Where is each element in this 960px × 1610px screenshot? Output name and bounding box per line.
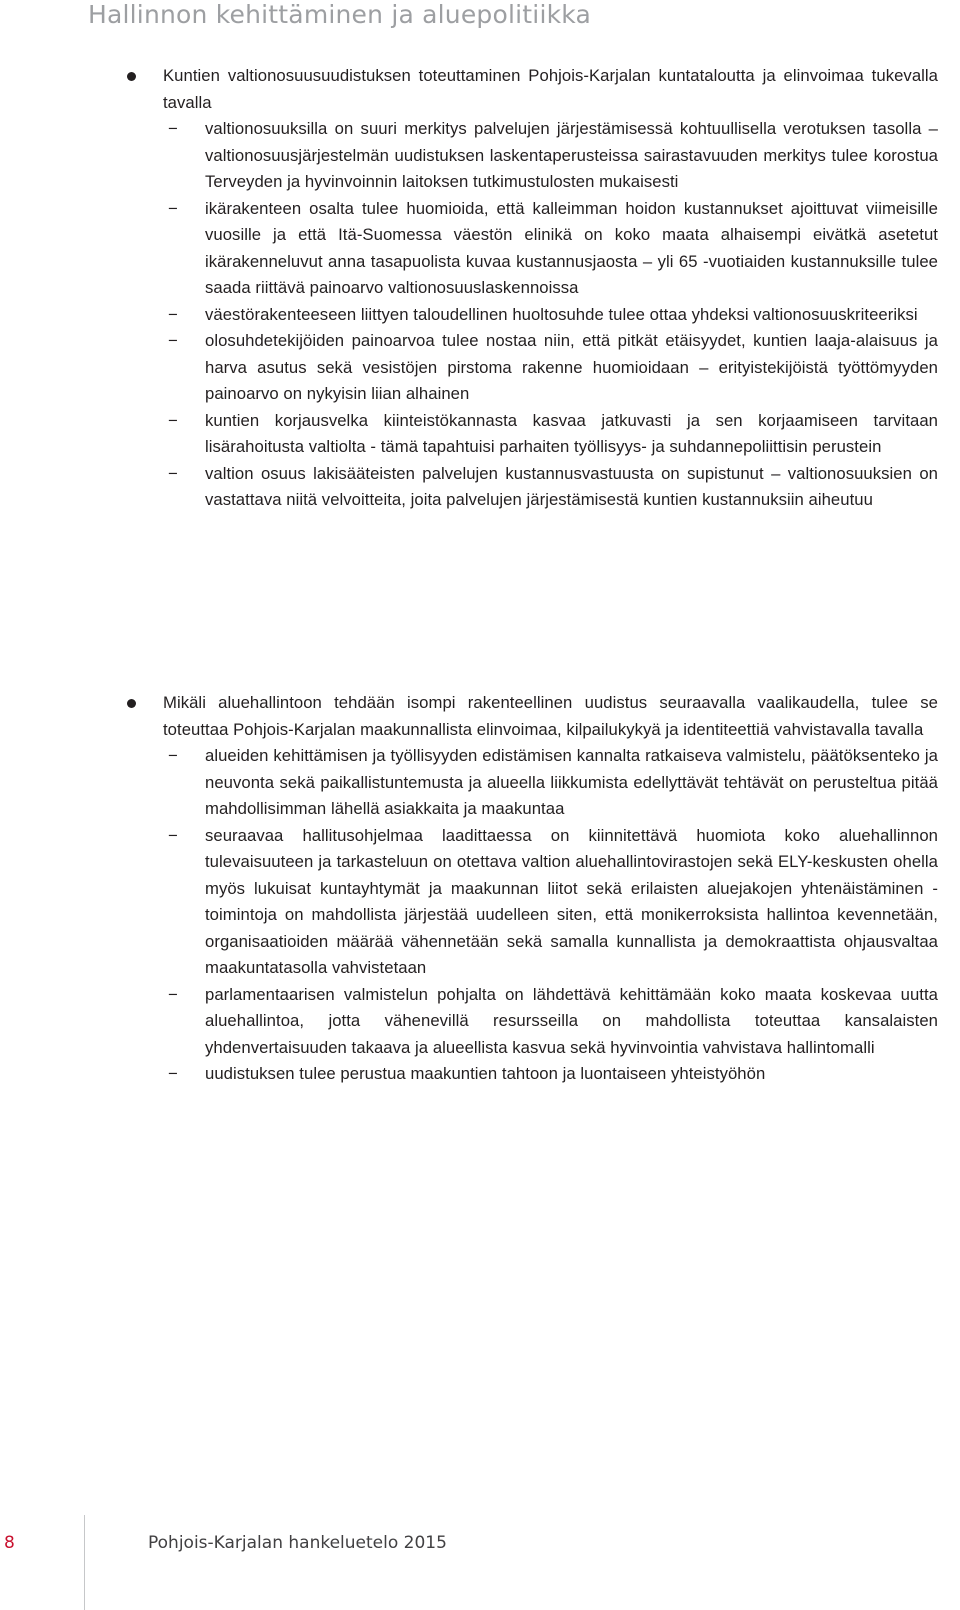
sub-item xyxy=(0,743,938,823)
dash-icon: − xyxy=(168,463,178,483)
sub-item xyxy=(0,408,938,461)
dash-icon: − xyxy=(168,746,178,765)
publication-title: Pohjois-Karjalan hankeluetelo 2015 xyxy=(148,1533,447,1553)
sub-item xyxy=(0,328,938,408)
page-title: Hallinnon kehittäminen ja aluepolitiikka xyxy=(88,0,592,29)
sub-item-text: ikärakenteen osalta tulee huomioida, että kalleimman hoidon kustannukset ajoittuvat viimeisille vuosille ja että Itä-Suomessa väestön elinikä on koko maata alhaisempi eivätkä asetetut ikärakenneluvut anna tasapuolista kuvaa kustannusjaosta – yli 65 -vuotiaiden kustannuksille tulee saada riittävä painoarvo valtionosuuslaskennoissa xyxy=(205,198,938,297)
sub-item-text: alueiden kehittämisen ja työllisyyden edistämisen kannalta ratkaiseva valmistelu, päätöksenteko ja neuvonta sekä paikallistuntemusta ja alueella liikkumista edellyttävät tehtävät on perusteltua pitää mahdollisimman lähellä asiakkaita ja maakuntaa xyxy=(205,746,938,818)
bullet-item xyxy=(0,690,938,743)
bullet-dot-icon xyxy=(127,72,136,81)
bullet-dot-icon xyxy=(127,699,136,708)
sub-item-text: kuntien korjausvelka kiinteistökannasta kasvaa jatkuvasti ja sen korjaamiseen tarvitaan lisärahoitusta valtiolta - tämä tapahtuisi parhaiten työllisyys- ja suhdannepoliittisin perustein xyxy=(205,410,938,456)
sub-item-text: uudistuksen tulee perustua maakuntien tahtoon ja luontaiseen yhteistyöhön xyxy=(205,1064,766,1083)
dash-icon: − xyxy=(168,331,178,350)
sub-item xyxy=(0,1061,938,1088)
sub-item-text: valtionosuuksilla on suuri merkitys palvelujen järjestämisessä kohtuullisella verotuksen tasolla – valtionosuusjärjestelmän uudistuksen laskentaperusteissa sairastavuuden merkitys tulee korostua Terveyden ja hyvinvoinnin laitoksen tutkimustulosten mukaisesti xyxy=(205,119,938,191)
dash-icon: − xyxy=(168,304,178,324)
bullet-section-2 xyxy=(0,690,960,1088)
bullet-item xyxy=(0,63,938,116)
page-number: 8 xyxy=(4,1533,15,1553)
sub-item xyxy=(0,461,938,514)
dash-icon: − xyxy=(168,198,178,218)
dash-icon: − xyxy=(168,410,178,430)
sub-item-text: seuraavaa hallitusohjelmaa laadittaessa on kiinnitettävä huomiota koko aluehallinnon tulevaisuuteen ja tarkasteluun on otettava valtion aluehallintovirastojen sekä ELY-keskusten ohella myös lukuisat kuntayhtymät ja maakunnan liitot sekä erilaisten aluejakojen yhtenäistäminen - toimintoja on mahdollista järjestää uudelleen siten, että monikerroksista hallintoa kevennetään, organisaatioiden määrää vähennetään sekä samalla kunnallista ja demokraattista ohjausvaltaa maakuntatasolla vahvistetaan xyxy=(205,825,938,977)
sub-item xyxy=(0,982,938,1062)
sub-item xyxy=(0,302,938,329)
sub-item-text: väestörakenteeseen liittyen taloudellinen huoltosuhde tulee ottaa yhdeksi valtionosuuskriteeriksi xyxy=(205,304,918,324)
sub-item xyxy=(0,116,938,196)
dash-icon: − xyxy=(168,825,178,845)
sub-item xyxy=(0,823,938,982)
bullet-text: Kuntien valtionosuusuudistuksen toteuttaminen Pohjois-Karjalan kuntataloutta ja elinvoimaa tukevalla tavalla xyxy=(163,66,938,112)
sub-item-text: parlamentaarisen valmistelun pohjalta on lähdettävä kehittämään koko maata koskevaa uutta aluehallintoa, jotta vähenevillä resursseilla on mahdollista toteuttaa kansalaisten yhdenvertaisuuden takaava ja alueellista kasvua sekä hyvinvointia vahvistava hallintomalli xyxy=(205,984,938,1057)
dash-icon: − xyxy=(168,119,178,138)
footer-divider xyxy=(84,1515,85,1610)
sub-item-text: valtion osuus lakisääteisten palvelujen kustannusvastuusta on supistunut – valtionosuuksien on vastattava niitä velvoitteita, joita palvelujen järjestämisestä kuntien kustannuksiin aiheutuu xyxy=(205,463,938,509)
dash-icon: − xyxy=(168,984,178,1004)
sub-item-text: olosuhdetekijöiden painoarvoa tulee nostaa niin, että pitkät etäisyydet, kuntien laaja-alaisuus ja harva asutus sekä vesistöjen pirstoma rakenne huomioidaan – erityistekijöistä työttömyyden painoarvo on nykyisin liian alhainen xyxy=(205,331,938,403)
dash-icon: − xyxy=(168,1064,178,1083)
bullet-section-1 xyxy=(0,63,960,514)
sub-item xyxy=(0,196,938,302)
bullet-text: Mikäli aluehallintoon tehdään isompi rakenteellinen uudistus seuraavalla vaalikaudella, tulee se toteuttaa Pohjois-Karjalan maakunnallista elinvoimaa, kilpailukykyä ja identiteettiä vahvistavalla tavalla xyxy=(163,693,938,739)
